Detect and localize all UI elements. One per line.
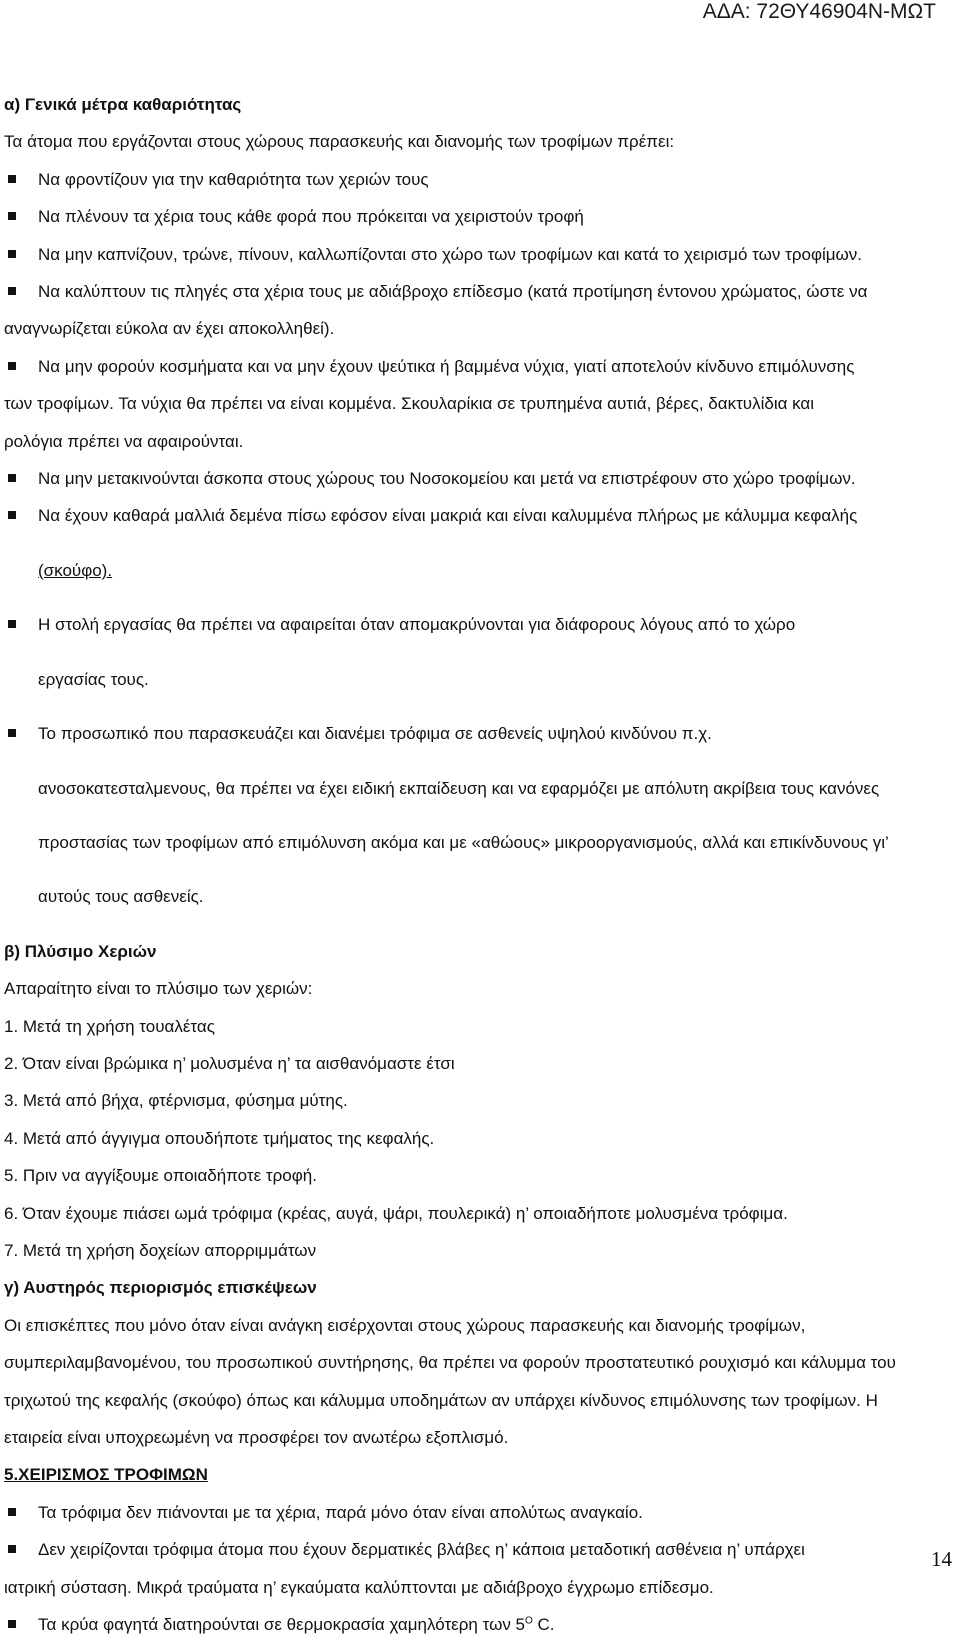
list-item-continuation: ανοσοκατεσταλμενους, θα πρέπει να έχει ειδική εκπαίδευση και να εφαρμόζει με απόλυτη ακρίβεια τους κανόνες — [38, 778, 880, 798]
section-b-title: β) Πλύσιμο Χεριών — [4, 941, 157, 961]
bullet-icon — [4, 1606, 38, 1643]
list-item: Να μην καπνίζουν, τρώνε, πίνουν, καλλωπίζονται στο χώρο των τροφίμων και κατά το χειρισμό των τροφίμων. — [4, 236, 954, 273]
bullet-icon — [4, 606, 38, 643]
list-item: Να μην μετακινούνται άσκοπα στους χώρους του Νοσοκομείου και μετά να επιστρέφουν στο χώρο τροφίμων. — [4, 460, 954, 497]
numbered-item: 3. Μετά από βήχα, φτέρνισμα, φύσημα μύτης. — [4, 1091, 348, 1111]
list-item: Να καλύπτουν τις πληγές στα χέρια τους με αδιάβροχο επίδεσμο (κατά προτίμηση έντονου χρώματος, ώστε να — [4, 273, 954, 310]
bullet-icon — [4, 161, 38, 198]
bullet-icon — [4, 497, 38, 534]
list-item: Να μην φορούν κοσμήματα και να μην έχουν ψεύτικα ή βαμμένα νύχια, γιατί αποτελούν κίνδυνο επιμόλυνσης — [4, 348, 954, 385]
bullet-icon — [4, 1531, 38, 1568]
list-item-continuation: προστασίας των τροφίμων από επιμόλυνση ακόμα και με «αθώους» μικροοργανισμούς, αλλά και επικίνδυνους γι’ — [38, 832, 889, 852]
bullet-icon — [4, 460, 38, 497]
list-item: Να πλένουν τα χέρια τους κάθε φορά που πρόκειται να χειριστούν τροφή — [4, 198, 954, 235]
list-item-continuation: ιατρική σύσταση. Μικρά τραύματα η’ εγκαύματα καλύπτονται με αδιάβροχο έγχρωμο επίδεσμο. — [4, 1577, 714, 1597]
paragraph-line: εταιρεία είναι υποχρεωμένη να προσφέρει τον ανωτέρω εξοπλισμό. — [4, 1428, 509, 1447]
list-item: Να φροντίζουν για την καθαριότητα των χεριών τους — [4, 161, 954, 198]
page-number: 14 — [931, 1547, 952, 1571]
numbered-item: 7. Μετά τη χρήση δοχείων απορριμμάτων — [4, 1240, 317, 1260]
numbered-item: 4. Μετά από άγγιγμα οπουδήποτε τμήματος της κεφαλής. — [4, 1128, 435, 1148]
paragraph-line: συμπεριλαμβανομένου, του προσωπικού συντήρησης, θα πρέπει να φορούν προστατευτικό ρουχισμό και κάλυμμα του — [4, 1353, 896, 1373]
section-a-intro: Τα άτομα που εργάζονται στους χώρους παρασκευής και διανομής των τροφίμων πρέπει: — [4, 132, 675, 152]
list-item: Δεν χειρίζονται τρόφιμα άτομα που έχουν δερματικές βλάβες η’ κάποια μεταδοτική ασθένεια η’ υπάρχει — [4, 1531, 954, 1568]
paragraph-line: τριχωτού της κεφαλής (σκούφο) όπως και κάλυμμα υποδημάτων αν υπάρχει κίνδυνος επιμόλυνσης των τροφίμων. Η — [4, 1390, 878, 1410]
bullet-icon — [4, 715, 38, 752]
list-item-continuation: ρολόγια πρέπει να αφαιρούνται. — [4, 431, 244, 451]
numbered-item: 6. Όταν έχουμε πιάσει ωμά τρόφιμα (κρέας, αυγά, ψάρι, πουλερικά) η’ οποιαδήποτε μολυσμένα τρόφιμα. — [4, 1203, 788, 1223]
numbered-item: 2. Όταν είναι βρώμικα η’ μολυσμένα η’ τα αισθανόμαστε έτσι — [4, 1053, 455, 1073]
list-item-continuation: εργασίας τους. — [38, 669, 149, 689]
list-item-continuation: των τροφίμων. Τα νύχια θα πρέπει να είναι κομμένα. Σκουλαρίκια σε τρυπημένα αυτιά, βέρες, δακτυλίδια και — [4, 394, 815, 414]
bullet-icon — [4, 273, 38, 310]
bullet-icon — [4, 1494, 38, 1531]
document-body — [4, 86, 954, 1643]
list-item-continuation: αναγνωρίζεται εύκολα αν έχει αποκολληθεί). — [4, 319, 335, 339]
list-item-continuation: (σκούφο). — [38, 560, 113, 580]
bullet-icon — [4, 236, 38, 273]
section-b-intro: Απαραίτητο είναι το πλύσιμο των χεριών: — [4, 979, 313, 999]
list-item: Το προσωπικό που παρασκευάζει και διανέμει τρόφιμα σε ασθενείς υψηλού κινδύνου π.χ. — [4, 715, 954, 752]
section-a-title: α) Γενικά μέτρα καθαριότητας — [4, 95, 242, 114]
list-item: Τα τρόφιμα δεν πιάνονται με τα χέρια, παρά μόνο όταν είναι απολύτως αναγκαίο. — [4, 1494, 954, 1531]
document-code-header: ΑΔΑ: 72ΘΥ46904Ν-ΜΩΤ — [702, 0, 936, 23]
list-item-continuation: αυτούς τους ασθενείς. — [38, 887, 204, 907]
list-item: Να έχουν καθαρά μαλλιά δεμένα πίσω εφόσον είναι μακριά και είναι καλυμμένα πλήρως με κάλυμμα κεφαλής — [4, 497, 954, 534]
list-item: Η στολή εργασίας θα πρέπει να αφαιρείται όταν απομακρύνονται για διάφορους λόγους από το χώρο — [4, 606, 954, 643]
bullet-icon — [4, 348, 38, 385]
numbered-item: 1. Μετά τη χρήση τουαλέτας — [4, 1016, 215, 1036]
degree-superscript: Ο — [525, 1615, 533, 1627]
section-5-title: 5.ΧΕΙΡΙΣΜΟΣ ΤΡΟΦΙΜΩΝ — [4, 1465, 208, 1485]
numbered-item: 5. Πριν να αγγίξουμε οποιαδήποτε τροφή. — [4, 1166, 317, 1186]
paragraph-line: Οι επισκέπτες που μόνο όταν είναι ανάγκη εισέρχονται στους χώρους παρασκευής και διανομής τροφίμων, — [4, 1315, 806, 1335]
list-item: Τα κρύα φαγητά διατηρούνται σε θερμοκρασία χαμηλότερη των $5^O$ C. — [4, 1606, 954, 1643]
section-c-title: γ) Αυστηρός περιορισμός επισκέψεων — [4, 1278, 317, 1298]
bullet-icon — [4, 198, 38, 235]
